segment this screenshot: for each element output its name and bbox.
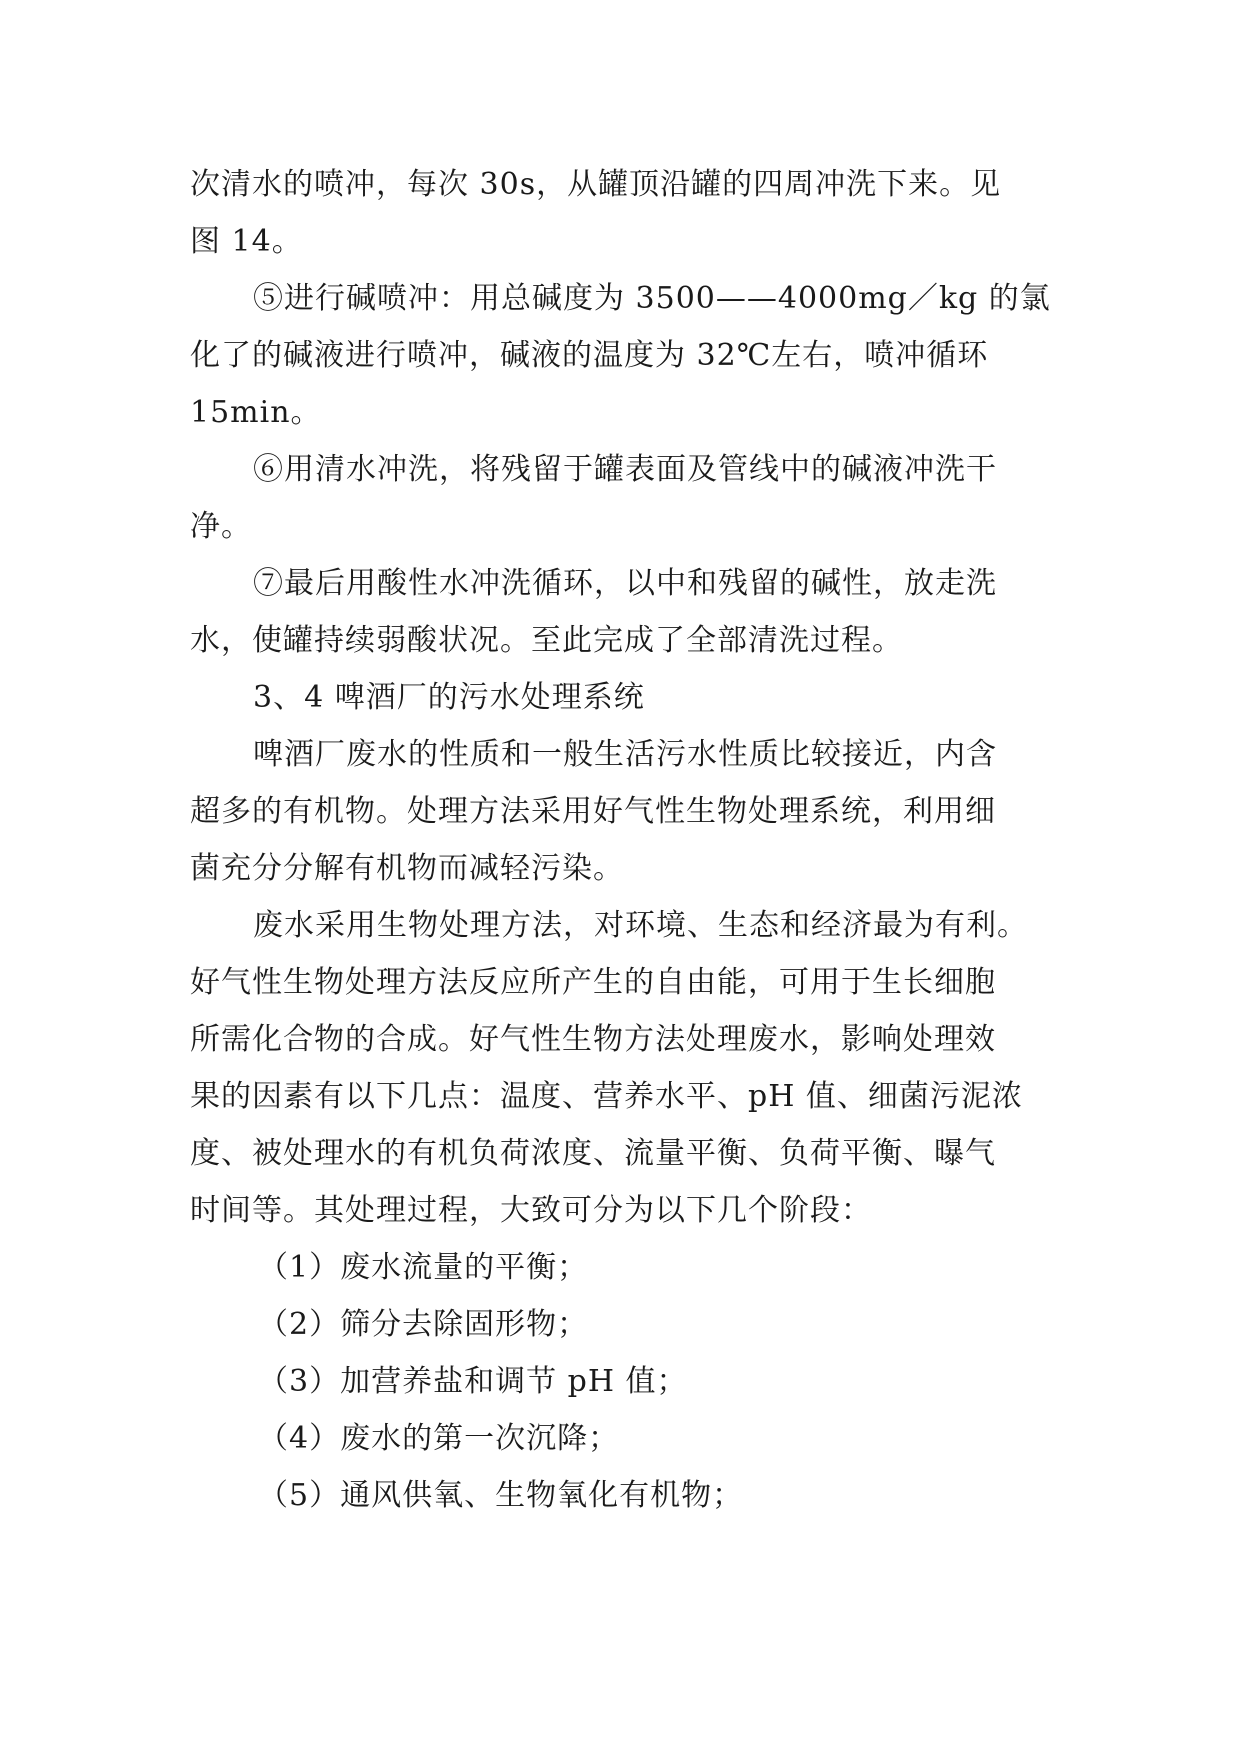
- section-heading: 3、4 啤酒厂的污水处理系统: [253, 680, 645, 715]
- text-line: 菌充分分解有机物而减轻污染。: [190, 851, 624, 886]
- text-line: 好气性生物处理方法反应所产生的自由能，可用于生长细胞: [190, 965, 996, 1000]
- text-line: 废水采用生物处理方法，对环境、生态和经济最为有利。: [253, 908, 1028, 943]
- text-line: 果的因素有以下几点：温度、营养水平、pH 值、细菌污泥浓: [190, 1079, 1023, 1114]
- text-line: 净。: [190, 509, 252, 544]
- list-item: （3）加营养盐和调节 pH 值；: [258, 1364, 688, 1399]
- text-line: 15min。: [190, 395, 322, 430]
- text-line: 水，使罐持续弱酸状况。至此完成了全部清洗过程。: [190, 623, 903, 658]
- list-item: （2）筛分去除固形物；: [258, 1307, 589, 1342]
- text-line: 图 14。: [190, 224, 303, 259]
- text-line: ⑥用清水冲洗，将残留于罐表面及管线中的碱液冲洗干: [253, 452, 997, 487]
- text-line: 度、被处理水的有机负荷浓度、流量平衡、负荷平衡、曝气: [190, 1136, 996, 1171]
- list-item: （4）废水的第一次沉降；: [258, 1421, 620, 1456]
- list-item: （1）废水流量的平衡；: [258, 1250, 589, 1285]
- text-line: ⑤进行碱喷冲：用总碱度为 3500——4000mg／kg 的氯: [253, 281, 1051, 316]
- text-line: 次清水的喷冲，每次 30s，从罐顶沿罐的四周冲洗下来。见: [190, 167, 1002, 202]
- text-line: 超多的有机物。处理方法采用好气性生物处理系统，利用细: [190, 794, 996, 829]
- list-item: （5）通风供氧、生物氧化有机物；: [258, 1478, 744, 1513]
- text-line: ⑦最后用酸性水冲洗循环，以中和残留的碱性，放走洗: [253, 566, 997, 601]
- text-line: 啤酒厂废水的性质和一般生活污水性质比较接近，内含: [253, 737, 997, 772]
- text-line: 时间等。其处理过程，大致可分为以下几个阶段：: [190, 1193, 872, 1228]
- text-line: 化了的碱液进行喷冲，碱液的温度为 32℃左右，喷冲循环: [190, 338, 989, 373]
- text-line: 所需化合物的合成。好气性生物方法处理废水，影响处理效: [190, 1022, 996, 1057]
